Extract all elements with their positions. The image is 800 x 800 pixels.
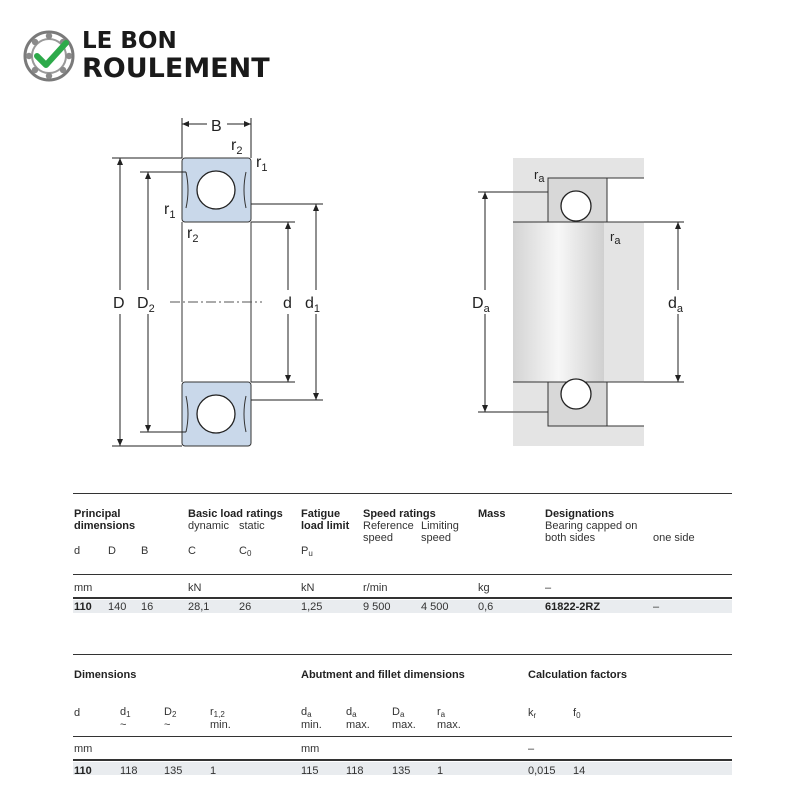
- row-lim-speed: 4 500: [421, 601, 449, 613]
- row2-da-max: 118: [346, 765, 364, 777]
- sym2-da-max: $d_a$ max.: [346, 706, 370, 731]
- unit-rmin: r/min: [363, 582, 388, 594]
- hdr-reference: Reference: [363, 520, 414, 532]
- hdr-designations: Designations: [545, 508, 615, 520]
- row2-Da-max: 135: [392, 765, 411, 777]
- hdr2-calc: Calculation factors: [528, 669, 628, 681]
- hdr-limiting: Limiting: [421, 520, 459, 532]
- label-r1-left: $r_1$: [164, 201, 176, 221]
- label-r2-left: $r_2$: [187, 225, 199, 245]
- bearing-check-icon: [22, 28, 78, 84]
- row2-d: 110: [74, 765, 92, 777]
- row-C0: 26: [239, 601, 252, 613]
- row-B: 16: [141, 601, 154, 613]
- hdr-dynamic: dynamic: [188, 520, 229, 532]
- sym-C0: $C_0$: [239, 545, 252, 558]
- row-C: 28,1: [188, 601, 210, 613]
- label-d1: $d_1$: [305, 295, 321, 315]
- hdr-fatigue: Fatigue: [301, 508, 341, 520]
- row-D: 140: [108, 601, 127, 613]
- row2-r12: 1: [210, 765, 217, 777]
- sym2-Da-max: $D_a$ max.: [392, 706, 416, 731]
- hdr-speed1: speed: [363, 532, 393, 544]
- hdr-speed2: speed: [421, 532, 451, 544]
- label-B: B: [211, 118, 222, 135]
- sym2-d: d: [74, 707, 81, 719]
- hdr-dimensions: dimensions: [74, 520, 136, 532]
- row2-D2: 135: [164, 765, 183, 777]
- unit-dash: –: [545, 582, 552, 594]
- unit-kN-2: kN: [301, 582, 315, 594]
- unit-kg: kg: [478, 582, 490, 594]
- row-designation: 61822-2RZ: [545, 601, 601, 613]
- label-da: $d_a$: [668, 295, 684, 315]
- sym-D: D: [108, 545, 116, 557]
- bearing-diagram: [0, 100, 800, 460]
- label-ra-top: $r_a$: [534, 167, 545, 185]
- hdr-capped1: Bearing capped on: [545, 520, 638, 532]
- sym-Pu: $P_u$: [301, 545, 313, 558]
- logo-line1: LE BON: [82, 28, 177, 54]
- hdr2-abutment: Abutment and fillet dimensions: [301, 669, 465, 681]
- hdr-basic-load: Basic load ratings: [188, 508, 283, 520]
- label-Da: $D_a$: [472, 295, 490, 315]
- row2-f0: 14: [573, 765, 586, 777]
- unit-kN-1: kN: [188, 582, 202, 594]
- row2-ra-max: 1: [437, 765, 444, 777]
- sym-d: d: [74, 545, 81, 557]
- unit2-dash: –: [528, 743, 535, 755]
- sym2-ra-max: $r_a$ max.: [437, 706, 461, 731]
- logo-line2: ROULEMENT: [82, 53, 270, 84]
- row-mass: 0,6: [478, 601, 494, 613]
- sym2-d1: $d_1$ ~: [120, 706, 131, 731]
- hdr-mass: Mass: [478, 508, 506, 520]
- row2-kr: 0,015: [528, 765, 556, 777]
- sym2-kr: $k_r$: [528, 707, 537, 720]
- label-ra-right: $r_a$: [610, 229, 621, 247]
- sym2-D2: $D_2$ ~: [164, 706, 177, 731]
- hdr-load-limit: load limit: [301, 520, 350, 532]
- unit2-mm-1: mm: [74, 743, 93, 755]
- label-D2: $D_2$: [137, 295, 155, 315]
- hdr2-dimensions: Dimensions: [74, 669, 137, 681]
- sym-C: C: [188, 545, 196, 557]
- label-D: D: [113, 295, 125, 312]
- hdr-one-side: one side: [653, 532, 695, 544]
- hdr-static: static: [239, 520, 265, 532]
- hdr-principal: Principal: [74, 508, 121, 520]
- row2-da-min: 115: [301, 765, 319, 777]
- sym2-r12: $r_{1,2}$ min.: [210, 706, 231, 731]
- row-one-side: –: [653, 601, 660, 613]
- sym2-da-min: $d_a$ min.: [301, 706, 322, 731]
- sym-B: B: [141, 545, 149, 557]
- label-r2-top: $r_2$: [231, 137, 243, 157]
- sym2-f0: $f_0$: [573, 707, 581, 720]
- unit2-mm-2: mm: [301, 743, 320, 755]
- row2-d1: 118: [120, 765, 138, 777]
- label-r1-top: $r_1$: [256, 154, 268, 174]
- hdr-capped2: both sides: [545, 532, 596, 544]
- row-Pu: 1,25: [301, 601, 323, 613]
- bearing-cross-section: [112, 118, 323, 446]
- mounting-diagram: [472, 158, 684, 446]
- row-d: 110: [74, 601, 92, 613]
- unit-mm: mm: [74, 582, 93, 594]
- row-ref-speed: 9 500: [363, 601, 391, 613]
- label-d: d: [283, 295, 292, 312]
- hdr-speed-ratings: Speed ratings: [363, 508, 436, 520]
